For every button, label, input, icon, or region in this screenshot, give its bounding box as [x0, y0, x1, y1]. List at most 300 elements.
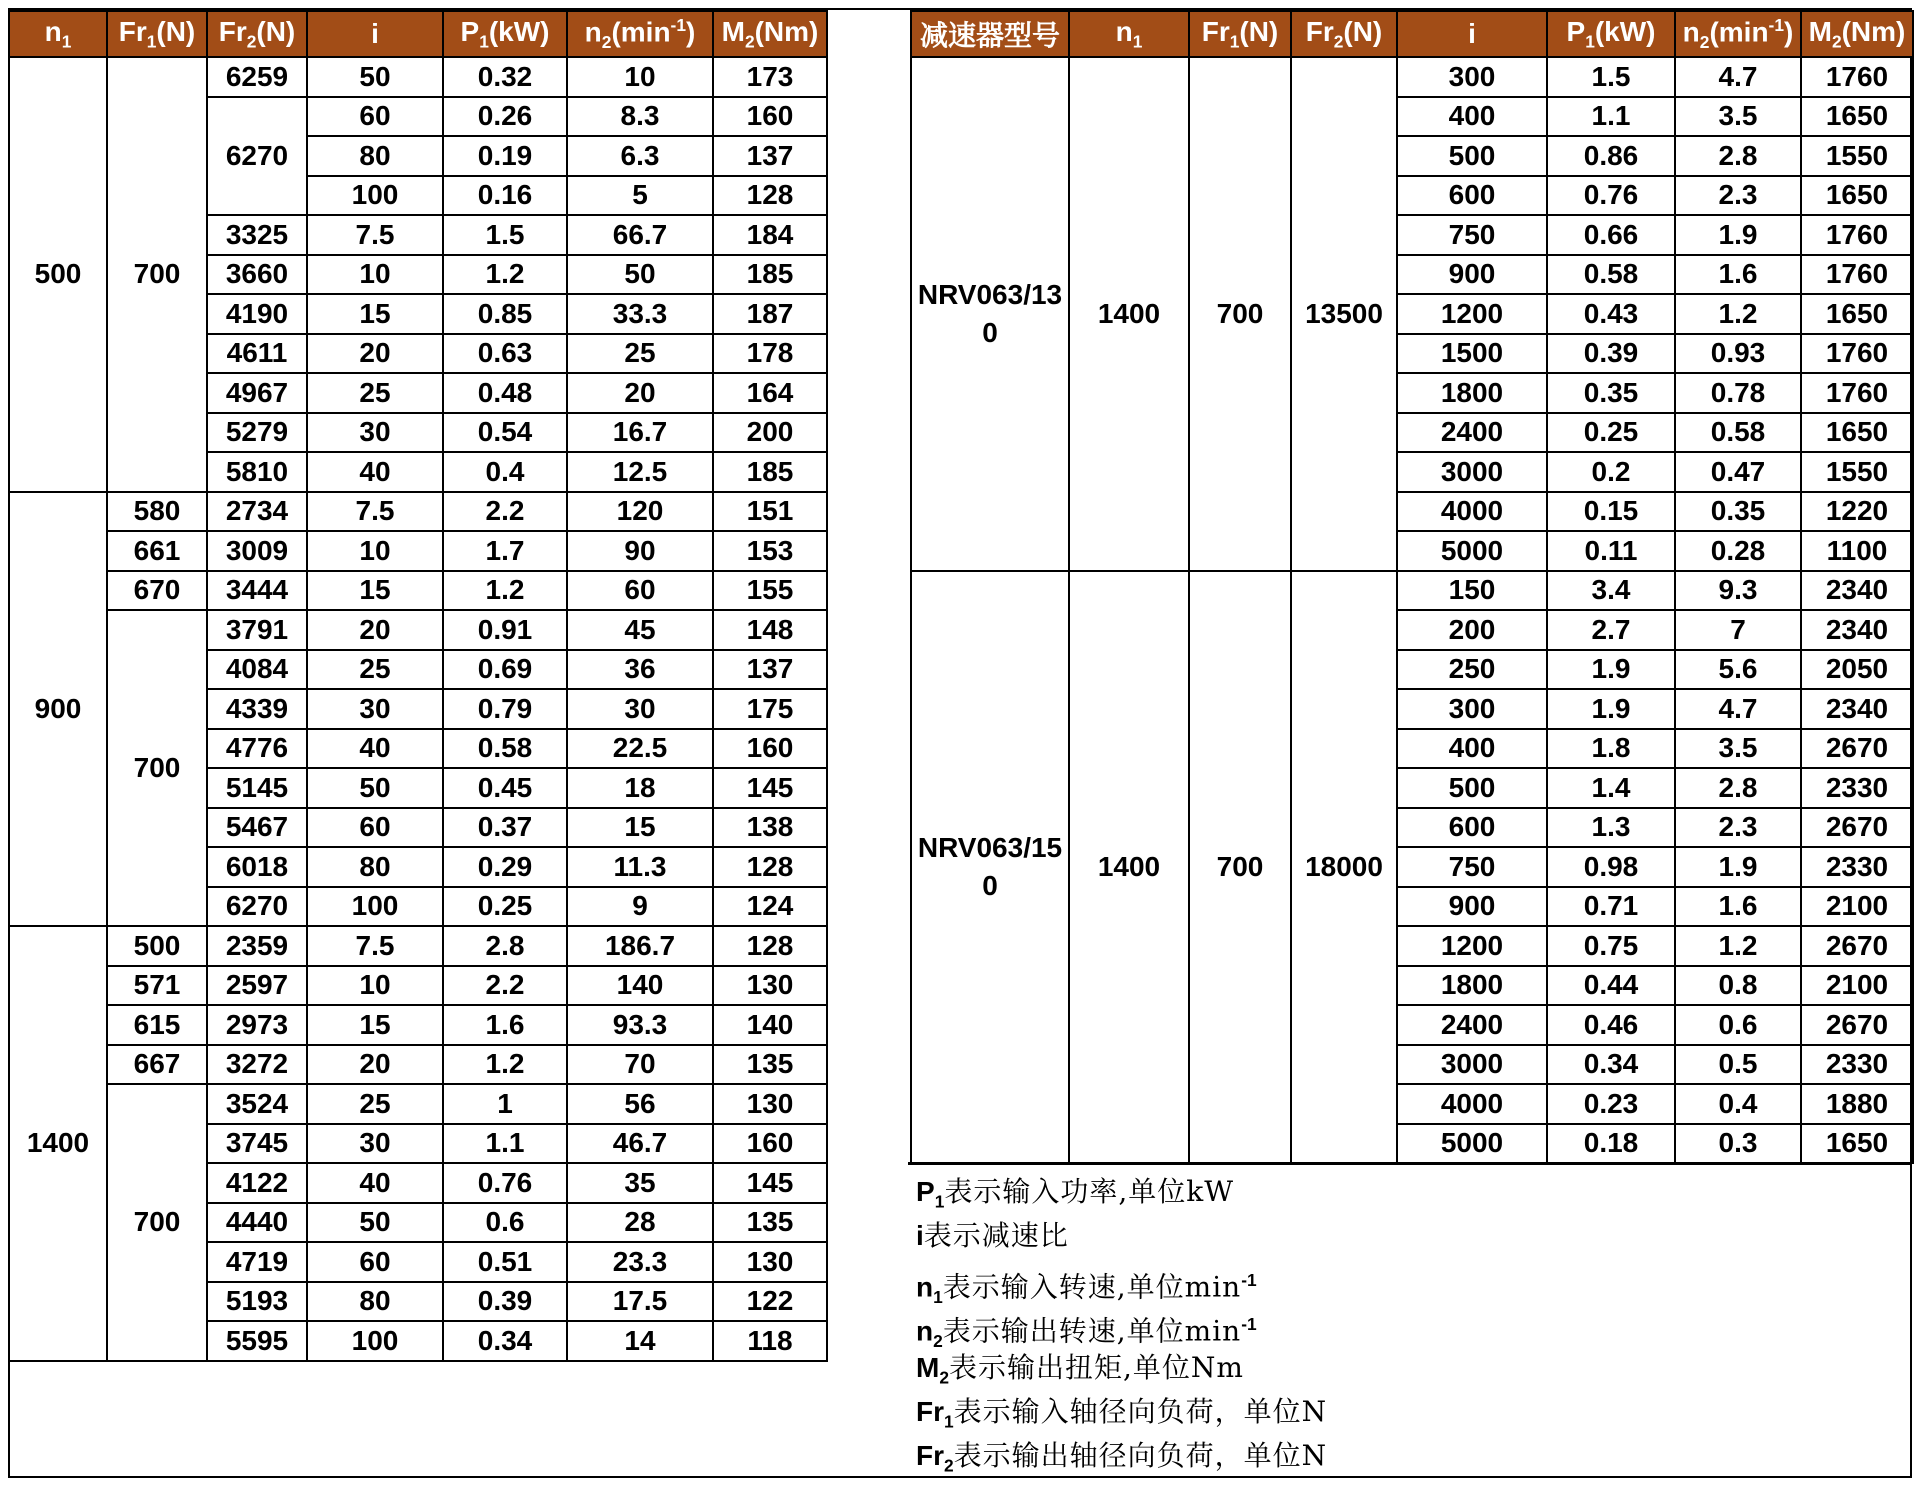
cell-i: 60	[307, 97, 443, 137]
note-text: 表示输出扭矩,单位Nm	[948, 1351, 1244, 1384]
header-n2-superscript: -1	[1768, 15, 1784, 36]
table-row	[9, 1084, 827, 1124]
cell-i: 100	[307, 887, 443, 927]
cell-n2: 9.3	[1675, 571, 1801, 611]
cell-i: 5000	[1397, 531, 1547, 571]
cell-p1: 0.19	[443, 136, 567, 176]
cell-fr2: 4084	[207, 650, 307, 690]
cell-fr1: 615	[107, 1005, 207, 1045]
cell-n2: 0.5	[1675, 1045, 1801, 1085]
cell-n2: 0.4	[1675, 1084, 1801, 1124]
cell-p1: 0.69	[443, 650, 567, 690]
cell-p1: 1.2	[443, 571, 567, 611]
cell-n2: 8.3	[567, 97, 713, 137]
cell-m2: 145	[713, 768, 827, 808]
cell-i: 1500	[1397, 334, 1547, 374]
cell-fr2: 4190	[207, 294, 307, 334]
cell-n2: 0.3	[1675, 1124, 1801, 1164]
cell-n2: 56	[567, 1084, 713, 1124]
cell-i: 2400	[1397, 1005, 1547, 1045]
cell-m2: 164	[713, 373, 827, 413]
cell-n2: 25	[567, 334, 713, 374]
cell-m2: 1650	[1801, 97, 1913, 137]
cell-n2: 35	[567, 1163, 713, 1203]
cell-i: 30	[307, 689, 443, 729]
cell-m2: 118	[713, 1321, 827, 1361]
header-n2-subscript: 2	[1699, 31, 1710, 52]
cell-n2: 1.6	[1675, 255, 1801, 295]
cell-i: 3000	[1397, 1045, 1547, 1085]
legend-note: $n_2$表示输出转速,单位$\min^{-1}$	[916, 1314, 1257, 1351]
cell-n2: 7	[1675, 610, 1801, 650]
cell-n2: 14	[567, 1321, 713, 1361]
cell-p1: 0.25	[1547, 413, 1675, 453]
left-header-row	[9, 11, 827, 57]
cell-m2: 2340	[1801, 571, 1913, 611]
cell-m2: 130	[713, 966, 827, 1006]
note-subscript: 2	[939, 1367, 949, 1388]
cell-m2: 140	[713, 1005, 827, 1045]
cell-fr1: 700	[107, 1084, 207, 1361]
cell-p1: 1.5	[1547, 57, 1675, 97]
cell-n2: 5	[567, 176, 713, 216]
cell-fr2: 5145	[207, 768, 307, 808]
header-fr2: $Fr_2(N)$	[207, 11, 307, 57]
cell-n1: 1400	[9, 926, 107, 1361]
cell-i: 80	[307, 847, 443, 887]
header-i: i	[1397, 11, 1547, 57]
cell-m2: 135	[713, 1045, 827, 1085]
cell-p1: 0.18	[1547, 1124, 1675, 1164]
cell-p1: 0.35	[1547, 373, 1675, 413]
note-superscript: -1	[1241, 1314, 1257, 1334]
cell-i: 1200	[1397, 926, 1547, 966]
cell-n2: 0.8	[1675, 966, 1801, 1006]
cell-n2: 0.6	[1675, 1005, 1801, 1045]
table-row	[9, 610, 827, 650]
header-n2: $n_2(\min^{-1})$	[567, 11, 713, 57]
cell-p1: 0.29	[443, 847, 567, 887]
cell-n2: 20	[567, 373, 713, 413]
cell-n2: 2.8	[1675, 768, 1801, 808]
cell-p1: 0.66	[1547, 215, 1675, 255]
cell-fr2: 3272	[207, 1045, 307, 1085]
cell-p1: 1	[443, 1084, 567, 1124]
cell-i: 500	[1397, 768, 1547, 808]
header-n2-superscript: -1	[670, 15, 686, 36]
cell-fr1: 670	[107, 571, 207, 611]
header-p1-subscript: 1	[1585, 31, 1595, 52]
cell-i: 30	[307, 1124, 443, 1164]
cell-fr2: 3009	[207, 531, 307, 571]
cell-i: 20	[307, 1045, 443, 1085]
cell-p1: 3.4	[1547, 571, 1675, 611]
cell-n2: 1.2	[1675, 294, 1801, 334]
cell-fr2: 3444	[207, 571, 307, 611]
cell-i: 80	[307, 136, 443, 176]
header-fr2: $Fr_2(N)$	[1291, 11, 1397, 57]
cell-p1: 0.58	[443, 729, 567, 769]
cell-fr2: 5810	[207, 452, 307, 492]
cell-i: 750	[1397, 847, 1547, 887]
cell-fr2: 2597	[207, 966, 307, 1006]
header-n2: $n_2(\min^{-1})$	[1675, 11, 1801, 57]
cell-p1: 0.16	[443, 176, 567, 216]
cell-i: 250	[1397, 650, 1547, 690]
header-i: i	[307, 11, 443, 57]
table-row	[9, 926, 827, 966]
cell-p1: 2.2	[443, 966, 567, 1006]
cell-m2: 128	[713, 926, 827, 966]
cell-fr1: 700	[107, 610, 207, 926]
cell-m2: 2330	[1801, 1045, 1913, 1085]
cell-n2: 186.7	[567, 926, 713, 966]
cell-i: 1800	[1397, 373, 1547, 413]
cell-fr2: 6018	[207, 847, 307, 887]
cell-p1: 0.63	[443, 334, 567, 374]
cell-m2: 1760	[1801, 334, 1913, 374]
cell-i: 80	[307, 1282, 443, 1322]
cell-fr2: 4967	[207, 373, 307, 413]
cell-fr1: 667	[107, 1045, 207, 1085]
table-row	[9, 1005, 827, 1045]
cell-n2: 0.93	[1675, 334, 1801, 374]
cell-n2: 16.7	[567, 413, 713, 453]
header-fr1-subscript: 1	[1229, 31, 1240, 52]
cell-fr1: 700	[1189, 57, 1291, 571]
cell-m2: 2340	[1801, 610, 1913, 650]
cell-n2: 45	[567, 610, 713, 650]
cell-p1: 0.37	[443, 808, 567, 848]
cell-p1: 0.39	[1547, 334, 1675, 374]
legend-note: $M_2$表示输出扭矩,单位Nm	[916, 1351, 1244, 1388]
cell-i: 200	[1397, 610, 1547, 650]
note-subscript: 1	[944, 1411, 954, 1432]
cell-model: NRV063/13 0	[911, 57, 1069, 571]
cell-p1: 0.2	[1547, 452, 1675, 492]
cell-n2: 23.3	[567, 1242, 713, 1282]
cell-fr2: 3745	[207, 1124, 307, 1164]
cell-m2: 178	[713, 334, 827, 374]
cell-p1: 1.4	[1547, 768, 1675, 808]
cell-fr1: 700	[107, 57, 207, 492]
cell-i: 10	[307, 531, 443, 571]
cell-i: 20	[307, 334, 443, 374]
cell-p1: 0.76	[1547, 176, 1675, 216]
cell-fr2: 3524	[207, 1084, 307, 1124]
legend-note: $P_1$表示输入功率,单位kW	[916, 1175, 1234, 1212]
cell-m2: 1760	[1801, 373, 1913, 413]
cell-n2: 12.5	[567, 452, 713, 492]
cell-i: 900	[1397, 255, 1547, 295]
cell-i: 5000	[1397, 1124, 1547, 1164]
cell-n2: 10	[567, 57, 713, 97]
header-p1-subscript: 1	[479, 31, 489, 52]
header-fr1: $Fr_1(N)$	[107, 11, 207, 57]
cell-m2: 160	[713, 729, 827, 769]
cell-p1: 0.71	[1547, 887, 1675, 927]
note-subscript: 1	[934, 1191, 945, 1212]
cell-m2: 187	[713, 294, 827, 334]
cell-p1: 1.1	[1547, 97, 1675, 137]
cell-m2: 160	[713, 97, 827, 137]
cell-m2: 1100	[1801, 531, 1913, 571]
cell-m2: 151	[713, 492, 827, 532]
cell-i: 4000	[1397, 1084, 1547, 1124]
cell-m2: 138	[713, 808, 827, 848]
cell-m2: 153	[713, 531, 827, 571]
cell-n2: 9	[567, 887, 713, 927]
cell-m2: 2050	[1801, 650, 1913, 690]
cell-p1: 1.6	[443, 1005, 567, 1045]
cell-p1: 0.4	[443, 452, 567, 492]
cell-i: 7.5	[307, 926, 443, 966]
header-n1-subscript: 1	[61, 31, 72, 52]
cell-n2: 2.8	[1675, 136, 1801, 176]
cell-m2: 1650	[1801, 294, 1913, 334]
cell-i: 15	[307, 571, 443, 611]
cell-i: 20	[307, 610, 443, 650]
cell-fr2: 5193	[207, 1282, 307, 1322]
cell-n2: 3.5	[1675, 97, 1801, 137]
cell-n2: 1.9	[1675, 847, 1801, 887]
header-n1: $n_1$	[9, 11, 107, 57]
cell-p1: 1.3	[1547, 808, 1675, 848]
cell-p1: 0.15	[1547, 492, 1675, 532]
table-row	[911, 57, 1913, 97]
table-row	[9, 571, 827, 611]
cell-i: 1200	[1397, 294, 1547, 334]
header-fr2-subscript: 2	[1333, 31, 1344, 52]
legend-note: $Fr_1$表示输入轴径向负荷，单位N	[916, 1395, 1328, 1432]
cell-fr1: 661	[107, 531, 207, 571]
cell-i: 150	[1397, 571, 1547, 611]
cell-n2: 66.7	[567, 215, 713, 255]
cell-m2: 2670	[1801, 729, 1913, 769]
table-row	[911, 571, 1913, 611]
cell-p1: 1.9	[1547, 650, 1675, 690]
cell-m2: 130	[713, 1242, 827, 1282]
cell-m2: 184	[713, 215, 827, 255]
cell-m2: 135	[713, 1203, 827, 1243]
cell-m2: 1760	[1801, 57, 1913, 97]
cell-m2: 122	[713, 1282, 827, 1322]
cell-i: 2400	[1397, 413, 1547, 453]
cell-m2: 1650	[1801, 413, 1913, 453]
cell-i: 100	[307, 1321, 443, 1361]
cell-i: 25	[307, 1084, 443, 1124]
cell-n2: 17.5	[567, 1282, 713, 1322]
cell-i: 7.5	[307, 215, 443, 255]
cell-fr1: 571	[107, 966, 207, 1006]
note-text: 表示输入轴径向负荷，单位N	[953, 1395, 1328, 1428]
cell-m2: 2100	[1801, 887, 1913, 927]
cell-i: 25	[307, 373, 443, 413]
cell-n2: 2.3	[1675, 808, 1801, 848]
cell-fr1: 580	[107, 492, 207, 532]
cell-n2: 22.5	[567, 729, 713, 769]
right-table-bottom-rule	[908, 1162, 1912, 1165]
cell-fr2: 3325	[207, 215, 307, 255]
cell-fr2: 13500	[1291, 57, 1397, 571]
cell-p1: 2.7	[1547, 610, 1675, 650]
cell-n2: 50	[567, 255, 713, 295]
cell-i: 15	[307, 294, 443, 334]
cell-m2: 185	[713, 452, 827, 492]
cell-p1: 0.79	[443, 689, 567, 729]
cell-p1: 0.32	[443, 57, 567, 97]
note-superscript: -1	[1241, 1270, 1257, 1290]
cell-fr2: 4440	[207, 1203, 307, 1243]
cell-m2: 1650	[1801, 1124, 1913, 1164]
note-text: 表示输出转速,单位min	[942, 1314, 1242, 1348]
table-row	[9, 966, 827, 1006]
header-model: 减速器型号	[911, 11, 1069, 57]
header-p1: $P_1(kW)$	[1547, 11, 1675, 57]
cell-i: 15	[307, 1005, 443, 1045]
cell-p1: 2.2	[443, 492, 567, 532]
cell-p1: 1.2	[443, 255, 567, 295]
cell-m2: 2330	[1801, 847, 1913, 887]
cell-fr2: 5279	[207, 413, 307, 453]
cell-i: 750	[1397, 215, 1547, 255]
cell-m2: 185	[713, 255, 827, 295]
cell-i: 400	[1397, 729, 1547, 769]
cell-p1: 0.51	[443, 1242, 567, 1282]
cell-n2: 46.7	[567, 1124, 713, 1164]
cell-n1: 1400	[1069, 571, 1189, 1164]
cell-fr2: 4776	[207, 729, 307, 769]
cell-n2: 0.58	[1675, 413, 1801, 453]
cell-n2: 11.3	[567, 847, 713, 887]
cell-n2: 4.7	[1675, 57, 1801, 97]
cell-n2: 140	[567, 966, 713, 1006]
cell-n2: 0.47	[1675, 452, 1801, 492]
cell-n2: 60	[567, 571, 713, 611]
cell-m2: 2100	[1801, 966, 1913, 1006]
header-m2-subscript: 2	[744, 31, 755, 52]
cell-model: NRV063/15 0	[911, 571, 1069, 1164]
cell-p1: 0.45	[443, 768, 567, 808]
cell-fr2: 2734	[207, 492, 307, 532]
cell-n2: 6.3	[567, 136, 713, 176]
cell-p1: 0.43	[1547, 294, 1675, 334]
header-fr1: $Fr_1(N)$	[1189, 11, 1291, 57]
cell-i: 900	[1397, 887, 1547, 927]
cell-m2: 145	[713, 1163, 827, 1203]
cell-n2: 1.2	[1675, 926, 1801, 966]
cell-i: 300	[1397, 689, 1547, 729]
cell-n2: 30	[567, 689, 713, 729]
cell-m2: 128	[713, 176, 827, 216]
cell-fr2: 6259	[207, 57, 307, 97]
cell-p1: 0.39	[443, 1282, 567, 1322]
cell-i: 600	[1397, 808, 1547, 848]
cell-m2: 2670	[1801, 808, 1913, 848]
cell-p1: 1.2	[443, 1045, 567, 1085]
cell-m2: 137	[713, 650, 827, 690]
cell-n1: 1400	[1069, 57, 1189, 571]
cell-m2: 173	[713, 57, 827, 97]
cell-fr1: 500	[107, 926, 207, 966]
cell-p1: 1.5	[443, 215, 567, 255]
cell-m2: 128	[713, 847, 827, 887]
cell-fr2: 6270	[207, 887, 307, 927]
cell-m2: 1880	[1801, 1084, 1913, 1124]
cell-n2: 5.6	[1675, 650, 1801, 690]
cell-p1: 0.25	[443, 887, 567, 927]
cell-n2: 4.7	[1675, 689, 1801, 729]
cell-m2: 2670	[1801, 926, 1913, 966]
cell-fr2: 2359	[207, 926, 307, 966]
cell-n2: 90	[567, 531, 713, 571]
cell-i: 40	[307, 729, 443, 769]
cell-i: 10	[307, 966, 443, 1006]
cell-p1: 0.98	[1547, 847, 1675, 887]
cell-p1: 0.75	[1547, 926, 1675, 966]
cell-p1: 0.76	[443, 1163, 567, 1203]
cell-n2: 3.5	[1675, 729, 1801, 769]
cell-n2: 70	[567, 1045, 713, 1085]
cell-m2: 1650	[1801, 176, 1913, 216]
cell-i: 50	[307, 57, 443, 97]
cell-p1: 0.34	[1547, 1045, 1675, 1085]
legend-note: i表示减速比	[916, 1219, 1069, 1252]
cell-p1: 0.26	[443, 97, 567, 137]
cell-fr1: 700	[1189, 571, 1291, 1164]
cell-i: 40	[307, 452, 443, 492]
note-text: 表示输入功率,单位kW	[944, 1175, 1234, 1208]
cell-m2: 1760	[1801, 215, 1913, 255]
cell-n2: 18	[567, 768, 713, 808]
cell-n2: 28	[567, 1203, 713, 1243]
note-subscript: 2	[933, 1330, 943, 1351]
cell-m2: 1550	[1801, 136, 1913, 176]
cell-n2: 15	[567, 808, 713, 848]
right-spec-table	[910, 10, 1914, 1164]
table-row	[9, 492, 827, 532]
cell-p1: 0.23	[1547, 1084, 1675, 1124]
cell-i: 400	[1397, 97, 1547, 137]
header-n2-subscript: 2	[601, 31, 612, 52]
cell-m2: 2340	[1801, 689, 1913, 729]
cell-n2: 33.3	[567, 294, 713, 334]
cell-p1: 1.7	[443, 531, 567, 571]
note-text: 表示减速比	[923, 1219, 1069, 1252]
cell-m2: 155	[713, 571, 827, 611]
cell-i: 50	[307, 768, 443, 808]
cell-fr2: 2973	[207, 1005, 307, 1045]
cell-p1: 0.91	[443, 610, 567, 650]
cell-i: 50	[307, 1203, 443, 1243]
cell-n2: 120	[567, 492, 713, 532]
cell-n2: 1.6	[1675, 887, 1801, 927]
cell-p1: 0.48	[443, 373, 567, 413]
cell-p1: 0.85	[443, 294, 567, 334]
cell-m2: 148	[713, 610, 827, 650]
header-fr2-subscript: 2	[246, 31, 257, 52]
note-subscript: 1	[933, 1286, 943, 1307]
cell-p1: 0.11	[1547, 531, 1675, 571]
cell-p1: 2.8	[443, 926, 567, 966]
cell-n2: 93.3	[567, 1005, 713, 1045]
cell-i: 100	[307, 176, 443, 216]
cell-m2: 2670	[1801, 1005, 1913, 1045]
cell-m2: 1760	[1801, 255, 1913, 295]
note-subscript: 2	[944, 1455, 954, 1476]
legend-note: $Fr_2$表示输出轴径向负荷，单位N	[916, 1439, 1328, 1476]
cell-i: 40	[307, 1163, 443, 1203]
